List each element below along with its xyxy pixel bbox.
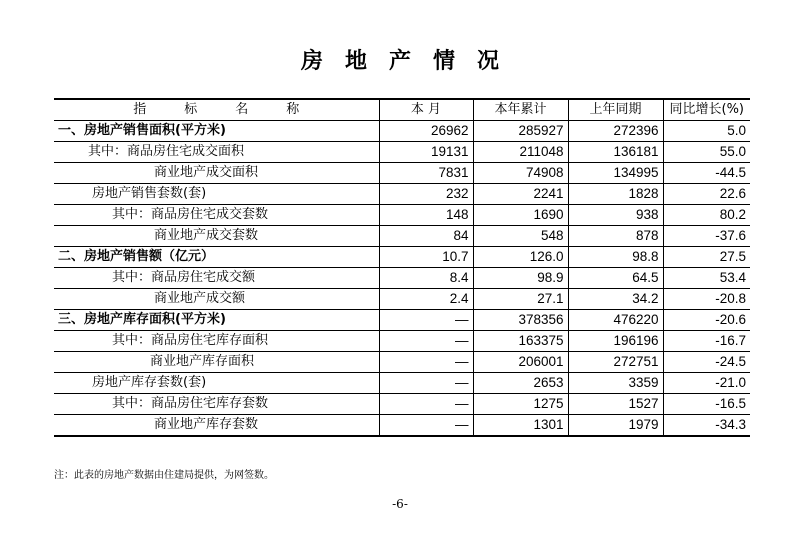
table-row <box>54 184 750 205</box>
table-row <box>54 415 750 437</box>
cell-month: 26962 <box>379 121 473 142</box>
cell-prev: 476220 <box>568 310 663 331</box>
cell-month: 232 <box>379 184 473 205</box>
cell-month: — <box>379 352 473 373</box>
table-row <box>54 310 750 331</box>
cell-month: 10.7 <box>379 247 473 268</box>
cell-ytd: 1301 <box>473 415 568 437</box>
table-row <box>54 331 750 352</box>
cell-growth: 5.0 <box>663 121 750 142</box>
cell-ytd: 206001 <box>473 352 568 373</box>
row-label: 商业地产库存面积 <box>54 352 379 373</box>
cell-ytd: 27.1 <box>473 289 568 310</box>
cell-ytd: 211048 <box>473 142 568 163</box>
header-prior-year-period: 上年同期 <box>568 99 663 121</box>
cell-prev: 272396 <box>568 121 663 142</box>
table-row <box>54 205 750 226</box>
row-label: 其中：商品房住宅成交面积 <box>54 142 379 163</box>
cell-growth: 80.2 <box>663 205 750 226</box>
header-indicator-name: 指标名称 <box>54 99 379 121</box>
cell-ytd: 1275 <box>473 394 568 415</box>
row-label: 商业地产成交面积 <box>54 163 379 184</box>
cell-growth: -34.3 <box>663 415 750 437</box>
table-row <box>54 394 750 415</box>
cell-prev: 196196 <box>568 331 663 352</box>
cell-growth: -21.0 <box>663 373 750 394</box>
header-yoy-growth: 同比增长(%) <box>663 99 750 121</box>
row-label: 三、房地产库存面积(平方米) <box>54 310 379 331</box>
cell-month: 2.4 <box>379 289 473 310</box>
table-row <box>54 247 750 268</box>
cell-month: — <box>379 415 473 437</box>
cell-ytd: 163375 <box>473 331 568 352</box>
table-row <box>54 268 750 289</box>
cell-ytd: 74908 <box>473 163 568 184</box>
row-label: 商业地产库存套数 <box>54 415 379 437</box>
cell-month: — <box>379 310 473 331</box>
table-row <box>54 226 750 247</box>
cell-prev: 64.5 <box>568 268 663 289</box>
row-label: 其中：商品房住宅库存套数 <box>54 394 379 415</box>
cell-month: — <box>379 373 473 394</box>
cell-ytd: 98.9 <box>473 268 568 289</box>
cell-prev: 134995 <box>568 163 663 184</box>
cell-prev: 1527 <box>568 394 663 415</box>
cell-ytd: 378356 <box>473 310 568 331</box>
cell-growth: 53.4 <box>663 268 750 289</box>
cell-growth: -20.8 <box>663 289 750 310</box>
row-label: 其中：商品房住宅库存面积 <box>54 331 379 352</box>
cell-growth: -37.6 <box>663 226 750 247</box>
cell-prev: 34.2 <box>568 289 663 310</box>
cell-prev: 3359 <box>568 373 663 394</box>
cell-growth: -20.6 <box>663 310 750 331</box>
cell-month: — <box>379 331 473 352</box>
header-year-to-date: 本年累计 <box>473 99 568 121</box>
cell-growth: 22.6 <box>663 184 750 205</box>
cell-month: 84 <box>379 226 473 247</box>
cell-prev: 1828 <box>568 184 663 205</box>
table-row <box>54 373 750 394</box>
row-label: 二、房地产销售额（亿元） <box>54 247 379 268</box>
page-title: 房地产情况 <box>300 48 521 74</box>
cell-ytd: 2241 <box>473 184 568 205</box>
cell-growth: 55.0 <box>663 142 750 163</box>
cell-ytd: 285927 <box>473 121 568 142</box>
cell-prev: 98.8 <box>568 247 663 268</box>
table-row <box>54 163 750 184</box>
real-estate-table <box>54 98 750 437</box>
table-row <box>54 352 750 373</box>
cell-prev: 1979 <box>568 415 663 437</box>
cell-growth: -16.7 <box>663 331 750 352</box>
table-row <box>54 121 750 142</box>
cell-ytd: 2653 <box>473 373 568 394</box>
cell-prev: 136181 <box>568 142 663 163</box>
cell-prev: 272751 <box>568 352 663 373</box>
cell-month: 8.4 <box>379 268 473 289</box>
cell-month: — <box>379 394 473 415</box>
cell-growth: -24.5 <box>663 352 750 373</box>
table-header-row <box>54 99 750 121</box>
header-this-month: 本 月 <box>379 99 473 121</box>
row-label: 商业地产成交额 <box>54 289 379 310</box>
row-label: 房地产销售套数(套) <box>54 184 379 205</box>
cell-prev: 938 <box>568 205 663 226</box>
cell-month: 148 <box>379 205 473 226</box>
table-row <box>54 289 750 310</box>
cell-growth: 27.5 <box>663 247 750 268</box>
cell-month: 7831 <box>379 163 473 184</box>
table-footnote: 注：此表的房地产数据由住建局提供，为网签数。 <box>54 470 274 481</box>
cell-ytd: 1690 <box>473 205 568 226</box>
row-label: 其中：商品房住宅成交额 <box>54 268 379 289</box>
page-number: -6- <box>392 497 408 511</box>
cell-growth: -16.5 <box>663 394 750 415</box>
row-label: 商业地产成交套数 <box>54 226 379 247</box>
cell-ytd: 548 <box>473 226 568 247</box>
table-row <box>54 142 750 163</box>
row-label: 其中：商品房住宅成交套数 <box>54 205 379 226</box>
cell-ytd: 126.0 <box>473 247 568 268</box>
cell-month: 19131 <box>379 142 473 163</box>
row-label: 一、房地产销售面积(平方米) <box>54 121 379 142</box>
cell-prev: 878 <box>568 226 663 247</box>
row-label: 房地产库存套数(套) <box>54 373 379 394</box>
cell-growth: -44.5 <box>663 163 750 184</box>
